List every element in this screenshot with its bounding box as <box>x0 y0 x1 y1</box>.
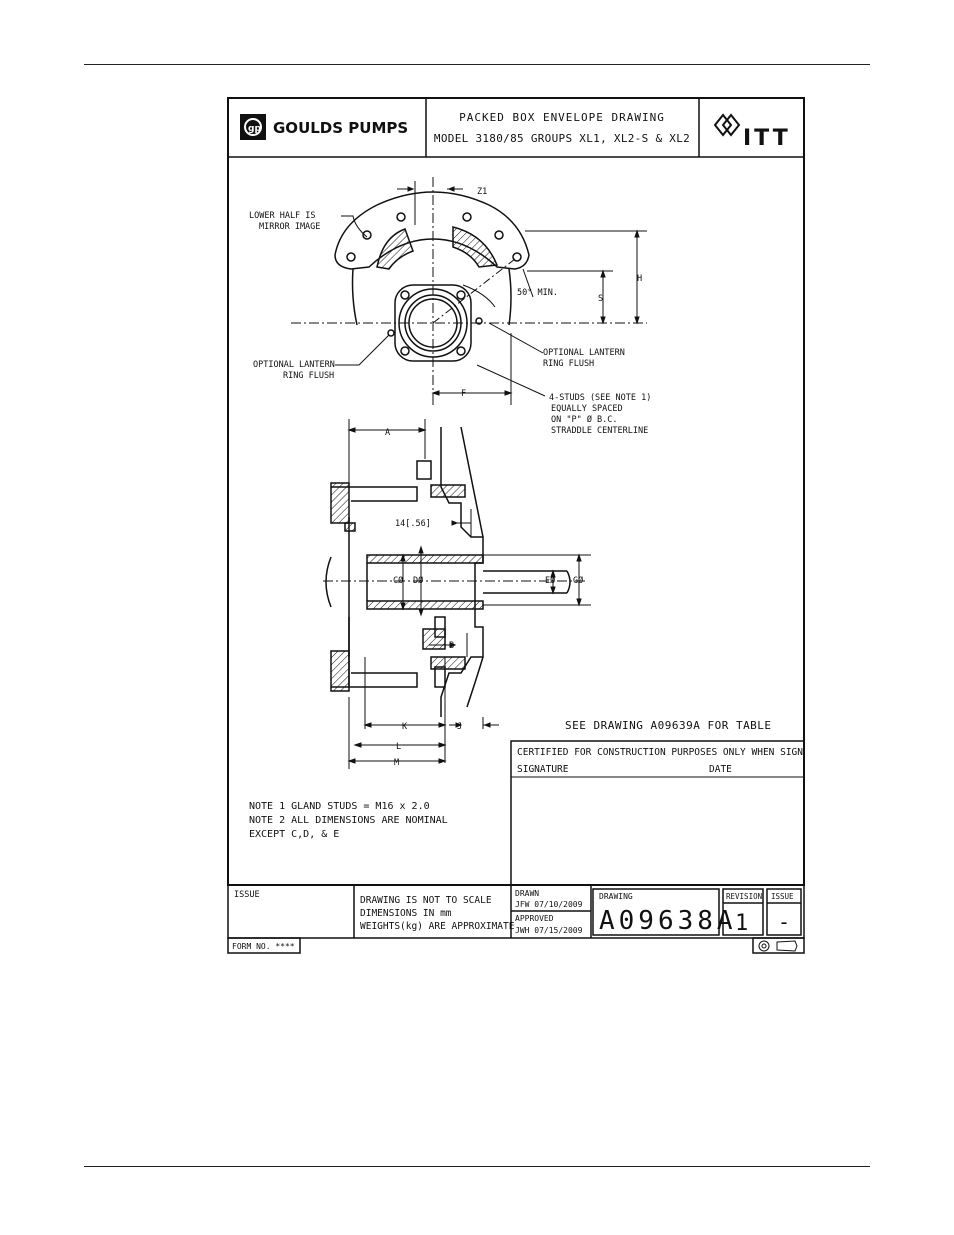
callout-lantern-right-2: RING FLUSH <box>543 359 595 369</box>
callout-studs-4: STRADDLE CENTERLINE <box>551 426 649 436</box>
itt-wordmark: ITT <box>743 126 791 151</box>
callout-lantern-left-2: RING FLUSH <box>283 371 335 381</box>
page-bottom-rule <box>84 1166 870 1167</box>
certification-text: CERTIFIED FOR CONSTRUCTION PURPOSES ONLY WHEN SIGNED. <box>517 747 805 758</box>
certification-box <box>511 741 804 885</box>
callout-angle: 50° MIN. <box>517 288 558 298</box>
page-top-rule <box>84 64 870 65</box>
callout-studs-3: ON "P" Ø B.C. <box>551 415 618 425</box>
issue-value: - <box>778 910 791 934</box>
callout-studs-1: 4-STUDS (SEE NOTE 1) <box>549 393 652 403</box>
section-view-dimensions <box>323 419 591 769</box>
drawn-value: JFW 07/10/2009 <box>515 900 583 909</box>
dim-j: J <box>457 722 463 732</box>
drawing-subtitle: MODEL 3180/85 GROUPS XL1, XL2-S & XL2 <box>433 132 691 145</box>
itt-logo <box>715 115 739 135</box>
callout-studs-2: EQUALLY SPACED <box>551 404 623 414</box>
dim-s: S <box>598 294 604 304</box>
date-label: DATE <box>709 764 732 775</box>
dim-z1: Z1 <box>477 187 488 197</box>
note-1: NOTE 1 GLAND STUDS = M16 x 2.0 <box>249 801 430 812</box>
form-number: FORM NO. **** <box>232 942 295 951</box>
top-view <box>335 192 529 361</box>
callout-lower-half-2: MIRROR IMAGE <box>259 222 321 232</box>
signature-label: SIGNATURE <box>517 764 569 775</box>
callout-lantern-right-1: OPTIONAL LANTERN <box>543 348 625 358</box>
drawing-sheet <box>227 97 805 955</box>
drawn-label: DRAWN <box>515 889 540 898</box>
revision-label: REVISION <box>726 892 763 901</box>
scale-note-3: WEIGHTS(kg) ARE APPROXIMATE <box>360 921 515 932</box>
note-3: EXCEPT C,D, & E <box>249 829 340 840</box>
callout-lantern-left-1: OPTIONAL LANTERN <box>253 360 335 370</box>
dim-a: A <box>385 428 391 438</box>
dim-f: F <box>461 389 467 399</box>
note-2: NOTE 2 ALL DIMENSIONS ARE NOMINAL <box>249 815 448 826</box>
dim-14-56: 14[.56] <box>395 519 431 529</box>
dim-e: EØ <box>545 576 556 586</box>
dim-c: CØ <box>393 576 404 586</box>
scale-note-1: DRAWING IS NOT TO SCALE <box>360 895 492 906</box>
dim-h: H <box>637 274 643 284</box>
dim-b: B <box>449 641 455 651</box>
callout-lower-half-1: LOWER HALF IS <box>249 211 316 221</box>
dim-m: M <box>394 758 400 768</box>
third-angle-projection-icon <box>759 941 797 951</box>
scale-note-2: DIMENSIONS IN mm <box>360 908 452 919</box>
approved-value: JWH 07/15/2009 <box>515 926 583 935</box>
approved-label: APPROVED <box>515 914 554 923</box>
dim-k: K <box>402 722 408 732</box>
section-view <box>326 427 570 717</box>
drawing-title: PACKED BOX ENVELOPE DRAWING <box>459 111 665 124</box>
issue-label: ISSUE <box>234 890 260 900</box>
drawing-number: A09638A <box>599 906 737 936</box>
see-drawing-note: SEE DRAWING A09639A FOR TABLE <box>565 719 772 732</box>
svg-text:gp: gp <box>248 124 261 134</box>
envelope-drawing <box>227 97 805 955</box>
dim-g: GØ <box>573 576 584 586</box>
revision-value: 1 <box>735 911 749 936</box>
goulds-gp-logo <box>240 114 266 140</box>
brand-name: GOULDS PUMPS <box>273 119 409 137</box>
dim-d: DØ <box>413 576 424 586</box>
drawing-label: DRAWING <box>599 892 633 901</box>
issue-label-2: ISSUE <box>771 892 794 901</box>
dim-l: L <box>396 742 402 752</box>
